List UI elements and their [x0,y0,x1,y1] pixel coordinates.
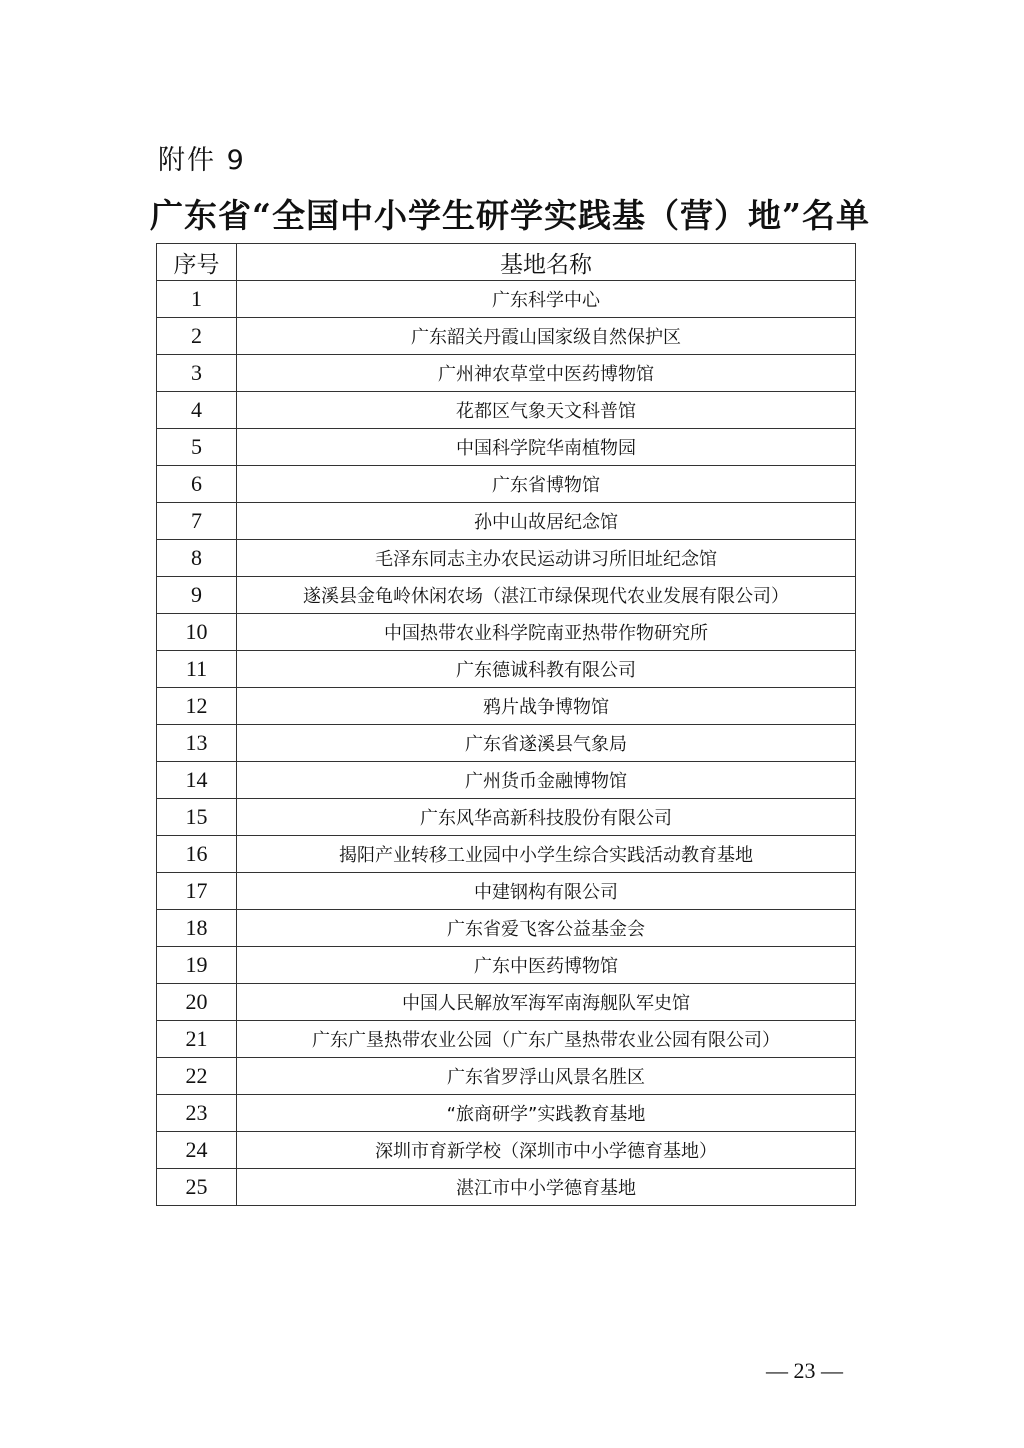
row-number: 25 [157,1169,237,1206]
row-number: 2 [157,318,237,355]
document-title: 广东省“全国中小学生研学实践基（营）地”名单 [150,196,870,235]
row-number: 4 [157,392,237,429]
table-row [157,318,856,355]
base-name: 湛江市中小学德育基地 [237,1169,856,1206]
base-name: 广东省爱飞客公益基金会 [237,910,856,947]
table-row [157,984,856,1021]
base-name: 广东科学中心 [237,281,856,318]
base-name: 中国人民解放军海军南海舰队军史馆 [237,984,856,1021]
table-row [157,1132,856,1169]
base-name: 广东德诚科教有限公司 [237,651,856,688]
row-number: 10 [157,614,237,651]
table-row [157,725,856,762]
column-header-number: 序号 [157,244,237,281]
row-number: 13 [157,725,237,762]
base-list-table [156,243,856,1206]
table-row [157,836,856,873]
base-name: 鸦片战争博物馆 [237,688,856,725]
table-row [157,503,856,540]
base-name: 中建钢构有限公司 [237,873,856,910]
base-name: 广东中医药博物馆 [237,947,856,984]
table-row [157,1095,856,1132]
row-number: 5 [157,429,237,466]
table-row [157,540,856,577]
base-name: 广州神农草堂中医药博物馆 [237,355,856,392]
base-name: 广东省罗浮山风景名胜区 [237,1058,856,1095]
table-header-row [157,244,856,281]
base-name: 深圳市育新学校（深圳市中小学德育基地） [237,1132,856,1169]
table-row [157,799,856,836]
row-number: 12 [157,688,237,725]
base-name: 广东风华高新科技股份有限公司 [237,799,856,836]
base-name: 广东省遂溪县气象局 [237,725,856,762]
table-row [157,1058,856,1095]
attachment-label: 附件 9 [158,145,246,176]
base-name: 广东韶关丹霞山国家级自然保护区 [237,318,856,355]
row-number: 20 [157,984,237,1021]
base-name: “旅商研学”实践教育基地 [237,1095,856,1132]
table-row [157,392,856,429]
base-name: 广州货币金融博物馆 [237,762,856,799]
row-number: 24 [157,1132,237,1169]
base-name: 中国热带农业科学院南亚热带作物研究所 [237,614,856,651]
column-header-name: 基地名称 [237,244,856,281]
row-number: 1 [157,281,237,318]
table-row [157,688,856,725]
base-name: 广东省博物馆 [237,466,856,503]
base-name: 孙中山故居纪念馆 [237,503,856,540]
row-number: 16 [157,836,237,873]
row-number: 14 [157,762,237,799]
table-row [157,614,856,651]
base-name: 中国科学院华南植物园 [237,429,856,466]
row-number: 15 [157,799,237,836]
row-number: 22 [157,1058,237,1095]
base-name: 广东广垦热带农业公园（广东广垦热带农业公园有限公司） [237,1021,856,1058]
table-row [157,1169,856,1206]
row-number: 7 [157,503,237,540]
row-number: 17 [157,873,237,910]
row-number: 6 [157,466,237,503]
row-number: 11 [157,651,237,688]
row-number: 18 [157,910,237,947]
base-name: 毛泽东同志主办农民运动讲习所旧址纪念馆 [237,540,856,577]
base-name: 花都区气象天文科普馆 [237,392,856,429]
row-number: 21 [157,1021,237,1058]
table-row [157,651,856,688]
table-row [157,1021,856,1058]
row-number: 3 [157,355,237,392]
table-row [157,577,856,614]
base-name: 遂溪县金龟岭休闲农场（湛江市绿保现代农业发展有限公司） [237,577,856,614]
base-name: 揭阳产业转移工业园中小学生综合实践活动教育基地 [237,836,856,873]
row-number: 9 [157,577,237,614]
row-number: 8 [157,540,237,577]
table-row [157,281,856,318]
page-number: — 23 — [766,1358,843,1383]
table-row [157,762,856,799]
row-number: 19 [157,947,237,984]
table-row [157,947,856,984]
table-row [157,910,856,947]
table-row [157,873,856,910]
table-row [157,355,856,392]
row-number: 23 [157,1095,237,1132]
table-row [157,466,856,503]
table-row [157,429,856,466]
